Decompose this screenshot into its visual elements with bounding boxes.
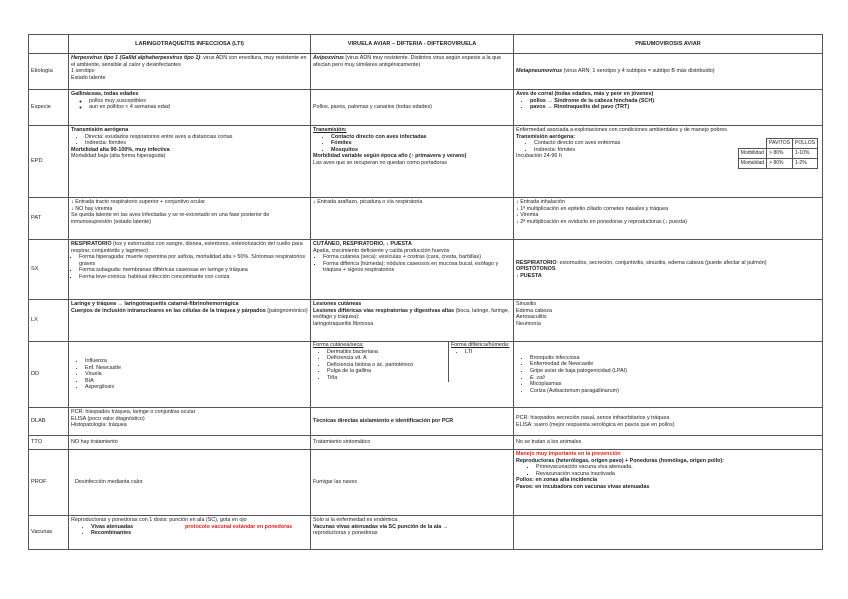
cell-line: Se queda latente en las aves infectadas y se re-excretado en una fase posterior de inmunosupresión (estado latente) — [71, 212, 270, 225]
morbidity-table — [738, 138, 818, 169]
cell-text: Técnicas directas aislamiento e identificación por PCR — [313, 418, 454, 425]
mini-header-row — [738, 139, 817, 149]
list-item: ▪ Forma cutánea (seca): vesículas + costras (cara, cresta, barbillas) — [323, 254, 511, 261]
agent-desc: (virus ARN; 1 serotipo y 4 subtipos = subtipo B más distribuido) — [562, 68, 715, 75]
cell-pneumo — [514, 450, 823, 516]
list-item: ▪ Primovacunación vacuna viva atenuada. — [536, 464, 820, 471]
cell-line: laringotraqueítis fibrinosa — [313, 320, 374, 327]
mini-header: PAVITOS — [767, 139, 793, 149]
cell-line: ↓ 2ª multiplicación en oviducto en ponedoras y reproductoras (↓ puesta) — [516, 218, 687, 225]
cell-viruela — [311, 342, 514, 408]
header-lti: LARINGOTRAQUEÍTIS INFECCIOSA (LTI) — [69, 35, 311, 54]
item-list — [516, 140, 636, 153]
list-item: • Contacto directo con aves infectadas — [331, 134, 511, 141]
list-item: ▪ Forma diftérica (húmeda): nódulos caseosos en mucosa bucal, esófago y tráquea + signos respiratorios — [323, 261, 511, 274]
cell-line: Reproductoras y ponedoras con 1 dosis: punción en ala (SC), gota en ojo — [71, 517, 247, 523]
mini-cell: > 80% — [767, 149, 793, 159]
list-item: • Indirecta: fómites — [85, 140, 308, 147]
list-item: • Pulga de la gallina — [327, 368, 448, 375]
item-list — [516, 464, 820, 477]
list-item: ▪ Forma subaguda: membranas diftéricas caseosas en laringe y tráquea — [79, 267, 308, 274]
cell-line: Apatía, crecimiento deficiente y caída producción huevos — [313, 247, 450, 254]
cell-text: Fumigar las naves — [313, 479, 358, 486]
cell-lti — [69, 342, 311, 408]
list-item: ▪ Forma leve-crónica: habitual infección concomitante con coriza — [79, 274, 308, 281]
item-list — [71, 98, 308, 111]
cell-pneumo — [514, 408, 823, 436]
row-sx — [29, 240, 823, 300]
cell-line: ↓ 1ª multiplicación en epitelio ciliado cornetes nasales y tráquea — [516, 205, 669, 212]
row-dd — [29, 342, 823, 408]
highlight-text: protocolo vacunal estándar en ponedoras — [185, 523, 293, 530]
cell-pneumo — [514, 300, 823, 342]
item-list — [71, 358, 308, 391]
cell-viruela — [311, 90, 514, 126]
cell-line: Solo si la enfermedad es endémica — [313, 517, 398, 523]
highlight-text: Manejo muy importante en la prevención — [516, 451, 621, 457]
row-label: DD — [29, 342, 69, 408]
cell-line: (boca, laringe, faringe, esófago y tráquea): — [313, 307, 510, 321]
agent-name: Metapneumovirus — [516, 68, 563, 75]
cell-pneumo — [514, 198, 823, 240]
cell-line: (patognomónico) — [265, 307, 308, 314]
cell-lti — [69, 436, 311, 450]
list-item: • Mosquitos — [331, 147, 511, 154]
cell-viruela — [311, 408, 514, 436]
cell-line: ELISA (poco valor diagnóstico) — [71, 415, 145, 422]
corner-cell — [29, 35, 69, 54]
row-label: Etiología — [29, 54, 69, 90]
cell-line: OPISTÓTONOS — [516, 266, 556, 273]
row-label: DLAB — [29, 408, 69, 436]
cell-text: NO hay tratamiento — [71, 439, 118, 446]
cell-viruela — [311, 300, 514, 342]
list-item: • Viruela — [85, 371, 308, 378]
cell-pneumo — [514, 436, 823, 450]
item-list — [451, 349, 513, 356]
cell-line: 1 serotipo — [71, 68, 95, 75]
cell-line: Vacunas vivas atenuadas vía SC punción de la ala → — [313, 523, 449, 530]
list-item: ▪ Revacunación vacuna inactivada — [536, 471, 820, 478]
cell-text: (tos y estornudos con sangre, disnea, estertores, exteriorización del cuello para respirar, conjuntivitis y lagrimeo) — [71, 241, 303, 254]
cell-viruela — [311, 198, 514, 240]
cell-line: ↓ PUESTA — [516, 272, 542, 279]
cell-pneumo — [514, 90, 823, 126]
list-item: • Bronquitis infecciosa — [530, 355, 820, 362]
cell-line: Reproductoras (heterólogas, origen pavo) + Ponedoras (homóloga, origen pollo): — [516, 457, 725, 464]
cell-lti — [69, 198, 311, 240]
mini-header: POLLOS — [792, 139, 817, 149]
row-label: PAT — [29, 198, 69, 240]
cell-lti — [69, 450, 311, 516]
row-etiologia — [29, 54, 823, 90]
cell-text: : estornudos, secreción, conjuntivitis, sinusitis, edema cabeza (puede afectar al pulmón) — [556, 259, 767, 266]
cell-line: PCR: hisopados secreción nasal, senos infraorbitarios y tráquea — [516, 414, 670, 421]
cell-title: RESPIRATORIO — [516, 259, 557, 266]
cell-line: Laringe y tráquea → laringotraqueítis catarral-fibrinohemorrágica — [71, 301, 239, 307]
agent-desc: (virus ADN muy resistente. Distintos virus según especie a la que afectan pero muy similares antigénicamente) — [313, 55, 502, 68]
row-label: Vacunas — [29, 516, 69, 550]
row-lx — [29, 300, 823, 342]
row-pat — [29, 198, 823, 240]
cell-line: PCR: hisopados tráquea, laringe o conjuntiva ocular — [71, 409, 196, 415]
cell-line: Morbilidad variable según época año (↑ primavera y verano) — [313, 153, 467, 160]
list-item: • E. coli — [530, 375, 820, 382]
row-label: Especie — [29, 90, 69, 126]
list-item: • Deficiencia vit. A — [327, 355, 448, 362]
cell-pneumo — [514, 342, 823, 408]
list-item: ◦ aun en pollitos < 4 semanas edad — [89, 104, 308, 111]
cell-line: Morbilidad alta 90-100%, muy infectiva — [71, 146, 170, 153]
mini-cell: 1-2% — [792, 159, 817, 169]
cell-line: Lesiones cutáneas — [313, 301, 362, 307]
list-item: • pavos → Rinotraqueítis del pavo (TRT) — [530, 104, 820, 111]
list-item: • Vivas atenuadas — [91, 524, 185, 531]
cell-line: ↓ NO hay viremia — [71, 205, 113, 212]
row-dlab — [29, 408, 823, 436]
cell-line: Sinusitis — [516, 301, 537, 307]
list-item: • Indirecta: fómites — [534, 147, 636, 154]
cell-viruela — [311, 54, 514, 90]
cell-pneumo — [514, 54, 823, 90]
row-especie — [29, 90, 823, 126]
cell-line: ELISA: suero (mejor respuesta serológica en pavos que en pollos) — [516, 421, 675, 428]
item-list — [313, 134, 511, 154]
row-label: PROF — [29, 450, 69, 516]
mini-row — [738, 149, 817, 159]
list-item: • Recombinantes — [91, 530, 185, 537]
mini-corner — [738, 139, 766, 149]
list-item: • Gripe aviar de baja patogenicidad (LPAI) — [530, 368, 820, 375]
list-item: • Contacto directo con aves enfermas — [534, 140, 636, 147]
item-list — [516, 355, 820, 395]
cell-text: No se tratan a los animales — [516, 439, 582, 446]
cell-lti — [69, 300, 311, 342]
cell-title: CUTÁNEO, RESPIRATORIO, ↓ PUESTA — [313, 241, 412, 247]
cell-viruela — [311, 450, 514, 516]
cell-line: Lesiones diftéricas vías respiratorias y digestivas altas — [313, 307, 455, 314]
agent-name: Avipoxvirus — [313, 55, 344, 61]
cell-line: ↓ Viremia — [516, 212, 539, 219]
cell-title: Gallináceas, todas edades — [71, 91, 139, 97]
row-tto — [29, 436, 823, 450]
cell-line: Aerosaculitis — [516, 314, 547, 321]
cell-lti — [69, 240, 311, 300]
sub-title: Forma diftérica/húmeda: — [451, 342, 510, 348]
header-pneumo: PNEUMOVIROSIS AVIAR — [514, 35, 823, 54]
header-viruela: VIRUELA AVIAR – DIFTERIA - DIFTEROVIRUELA — [311, 35, 514, 54]
cell-text: Pollos, pavos, palomas y canarios (todas edades) — [313, 104, 432, 111]
agent-name: Herpesvirus tipo 1 (Gallid alphaherpesvirus tipo 1) — [71, 55, 201, 61]
cell-pneumo — [514, 126, 823, 198]
row-vacunas — [29, 516, 823, 550]
list-item: • Directa: exudados respiratorios entre aves a distancias cortas — [85, 134, 308, 141]
row-epd — [29, 126, 823, 198]
cell-viruela — [311, 516, 514, 550]
dd-split — [311, 342, 513, 382]
cell-line: ↓ Entrada tracto respiratorio superior + conjuntivo ocular — [71, 199, 206, 205]
sub-title: Forma cutánea/seca: — [313, 342, 364, 348]
cell-line: reproductoras y ponedoras — [313, 530, 378, 537]
cell-title: Aves de corral (todas edades, más y peor en jóvenes) — [516, 91, 654, 97]
cell-viruela — [311, 436, 514, 450]
header-row — [29, 35, 823, 54]
cell-title: RESPIRATORIO — [71, 241, 112, 247]
list-item: • Influenza — [85, 358, 308, 365]
list-item: ◦ pollos muy susceptibles — [89, 98, 308, 105]
row-label: TTO — [29, 436, 69, 450]
cell-title: Transmisión: — [313, 127, 347, 133]
cell-line: Estado latente — [71, 74, 106, 81]
mini-cell: Mortalidad — [738, 159, 766, 169]
row-label: LX — [29, 300, 69, 342]
mini-cell: > 80% — [767, 159, 793, 169]
cell-line: Pollos: en zonas alta incidencia — [516, 477, 598, 484]
mini-cell: 1-10% — [792, 149, 817, 159]
cell-line: Edema cabeza — [516, 307, 552, 314]
list-item: • LTI — [465, 349, 513, 356]
mini-cell: Morbilidad — [738, 149, 766, 159]
cell-lti — [69, 90, 311, 126]
item-list — [71, 524, 185, 537]
cell-text: ↓ Entrada arañazo, picadura o vía respiratoria — [313, 199, 423, 205]
list-item: • Aspergilosis — [85, 384, 308, 391]
list-item: • pollos → Síndrome de la cabeza hinchada (SCH) — [530, 98, 820, 105]
cell-pneumo — [514, 240, 823, 300]
row-label: EPD — [29, 126, 69, 198]
cell-lti — [69, 126, 311, 198]
cell-viruela — [311, 240, 514, 300]
cell-line: Las aves que se recuperan no quedan como portadoras — [313, 159, 447, 166]
list-item: • BIA — [85, 378, 308, 385]
list-item: ▪ Forma hiperaguda: muerte repentina por asfixia, mortalidad alta > 50%. Síntomas respiratorios graves — [79, 254, 308, 267]
cell-text: Tratamiento sintomático — [313, 439, 371, 446]
item-list — [71, 254, 308, 280]
cell-line: Histopatología: tráquea — [71, 422, 127, 429]
cell-lti — [69, 516, 311, 550]
comparison-table — [28, 34, 823, 550]
mini-row — [738, 159, 817, 169]
cell-lti — [69, 408, 311, 436]
list-item: • Coriza (Avibacterium paragallinarum) — [530, 388, 820, 395]
cell-title: Transmisión aerógena: — [516, 133, 576, 140]
list-item: • Enfermedad de Newcastle — [530, 361, 820, 368]
cell-line: ↓ Entrada inhalación — [516, 199, 565, 205]
list-item: • Enf. Newcastle — [85, 365, 308, 372]
row-prof — [29, 450, 823, 516]
list-item: • Micoplasmas — [530, 381, 820, 388]
cell-line: Mortalidad baja (alta forma hiperaguda) — [71, 153, 166, 160]
incubation-text: Incubación 24-96 h — [516, 153, 562, 160]
list-item: • Tiña — [327, 375, 448, 382]
list-item: • Fómites — [331, 140, 511, 147]
cell-text: Desinfección medianta calor — [75, 479, 143, 486]
item-list — [516, 98, 820, 111]
cell-line: Enfermedad asociada a explotaciones con condiciones ambientales y de manejo pobres — [516, 127, 727, 133]
list-item: • Dermatitis bacteriana — [327, 349, 448, 356]
cell-title: Transmisión aerógena — [71, 127, 129, 133]
cell-line: Cuerpos de inclusión intranucleares en las células de la tráquea y párpados — [71, 307, 266, 314]
item-list — [71, 134, 308, 147]
cell-lti — [69, 54, 311, 90]
item-list — [313, 349, 448, 382]
agent-desc: : virus ADN con envoltura, muy resistente en el ambiente, sensible al calor y desinfectantes — [71, 55, 307, 68]
cell-viruela — [311, 126, 514, 198]
list-item: • Deficiencia biotina o ác. pantoténico — [327, 362, 448, 369]
row-label: SX — [29, 240, 69, 300]
cell-pneumo — [514, 516, 823, 550]
cell-line: Pavos: en incubadora con vacunas vivas atenuadas — [516, 483, 650, 490]
item-list — [313, 254, 511, 274]
cell-line: Neumonía — [516, 320, 541, 327]
